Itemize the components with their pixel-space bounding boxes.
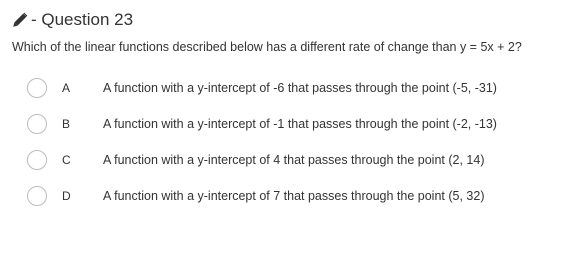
option-text: A function with a y-intercept of 7 that passes through the point (5, 32)	[103, 189, 485, 203]
option-a[interactable]	[27, 70, 567, 106]
option-d[interactable]	[27, 178, 567, 214]
option-letter: D	[62, 189, 71, 203]
question-title: - Question 23	[31, 10, 134, 29]
option-letter: C	[62, 153, 71, 167]
question-prompt: Which of the linear functions described below has a different rate of change than y = 5x + 2?	[12, 40, 522, 54]
option-letter: A	[62, 81, 71, 95]
radio-button-a[interactable]	[27, 78, 47, 98]
pencil-icon	[12, 12, 28, 28]
option-b[interactable]	[27, 106, 567, 142]
option-text: A function with a y-intercept of -6 that passes through the point (-5, -31)	[103, 81, 497, 95]
question-header	[12, 9, 133, 31]
answer-options	[27, 70, 567, 214]
radio-button-b[interactable]	[27, 114, 47, 134]
radio-button-c[interactable]	[27, 150, 47, 170]
radio-button-d[interactable]	[27, 186, 47, 206]
option-letter: B	[62, 117, 71, 131]
option-c[interactable]	[27, 142, 567, 178]
option-text: A function with a y-intercept of 4 that passes through the point (2, 14)	[103, 153, 485, 167]
option-text: A function with a y-intercept of -1 that passes through the point (-2, -13)	[103, 117, 497, 131]
